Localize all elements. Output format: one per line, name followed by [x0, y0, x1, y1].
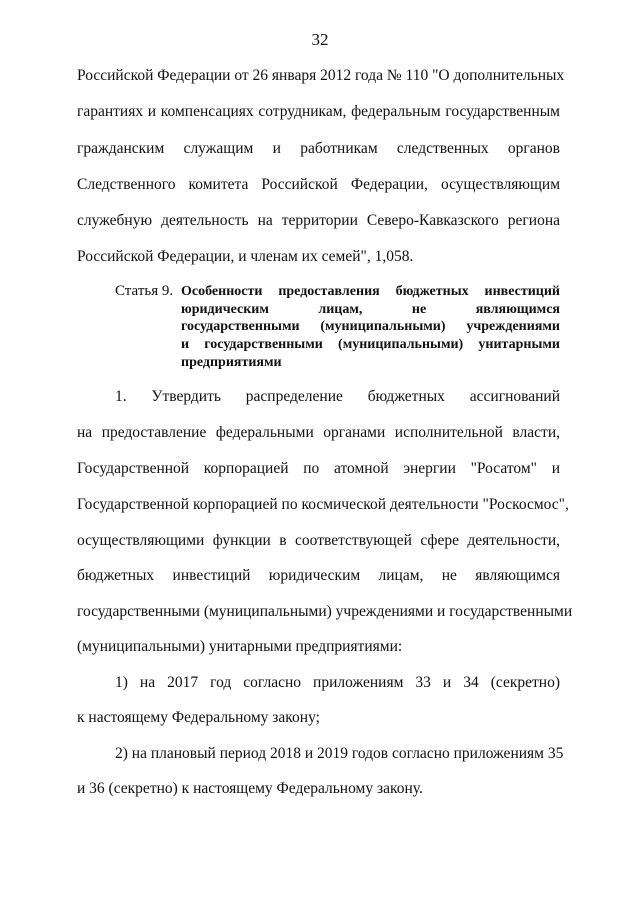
page-number: 32	[311, 30, 329, 49]
text-line: 2) на плановый период 2018 и 2019 годов согласно приложениям 35	[115, 745, 564, 762]
text-line: осуществляющими функции в соответствующей сфере деятельности,	[77, 532, 560, 549]
article-title-line: Особенности предоставления бюджетных инвестиций	[181, 284, 560, 299]
text-line: бюджетных инвестиций юридическим лицам, не являющимся	[77, 567, 560, 584]
text-line: гражданским служащим и работникам следственных органов	[77, 140, 560, 157]
article-title	[181, 283, 560, 372]
text-line: 1. Утвердить распределение бюджетных ассигнований	[115, 388, 560, 405]
text-line: Государственной корпорацией по космической деятельности "Роскосмос",	[77, 496, 569, 513]
text-line: служебную деятельность на территории Северо-Кавказского региона	[77, 212, 560, 229]
text-line: Следственного комитета Российской Федерации, осуществляющим	[77, 176, 560, 193]
article-label: Статья 9.	[115, 283, 174, 299]
text-line: государственными (муниципальными) учреждениями и государственными	[77, 603, 573, 620]
text-line: гарантиях и компенсациях сотрудникам, федеральным государственным	[77, 103, 560, 120]
text-line: к настоящему Федеральному закону;	[77, 709, 320, 726]
text-line: 1) на 2017 год согласно приложениям 33 и 34 (секретно)	[115, 674, 560, 691]
text-line: и 36 (секретно) к настоящему Федеральному закону.	[77, 780, 423, 797]
text-line: Российской Федерации от 26 января 2012 года № 110 "О дополнительных	[77, 67, 565, 84]
text-line: Российской Федерации, и членам их семей", 1,058.	[77, 248, 414, 265]
text-line: (муниципальными) унитарными предприятиями:	[77, 638, 403, 655]
text-line: Государственной корпорацией по атомной энергии "Росатом" и	[77, 460, 560, 477]
article-title-line: юридическим лицам, не являющимся	[181, 301, 560, 317]
article-title-line: предприятиями	[181, 354, 282, 370]
article-title-line: и государственными (муниципальными) унитарными	[181, 337, 560, 353]
text-line: на предоставление федеральными органами исполнительной власти,	[77, 424, 560, 441]
article-title-line: государственными (муниципальными) учреждениями	[181, 319, 560, 335]
